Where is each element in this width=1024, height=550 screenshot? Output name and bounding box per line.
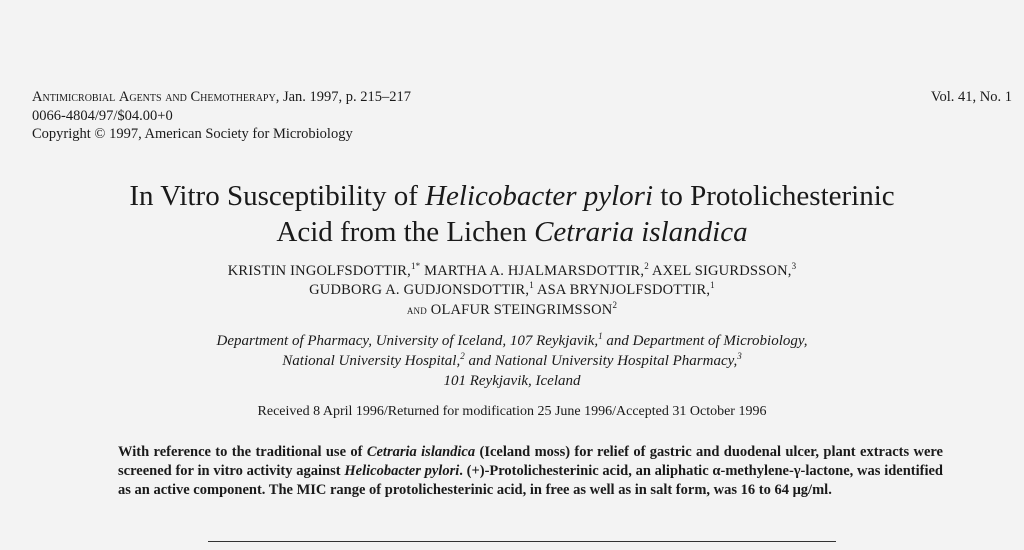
title-text-2a: Acid from the Lichen: [276, 216, 535, 248]
affiliation-text: and National University Hospital Pharmacy,: [464, 353, 738, 369]
author-line-3: [0, 300, 1024, 320]
author-name: GUDBORG A. GUDJONSDOTTIR,: [309, 282, 530, 298]
author-name: ASA BRYNJOLFSDOTTIR,: [533, 282, 711, 298]
affiliation-line-2: [0, 351, 1024, 371]
abstract-text: With reference to the traditional use of: [118, 444, 367, 460]
title-text-1a: In Vitro Susceptibility of: [129, 180, 426, 212]
abstract-species-name: Cetraria islandica: [366, 444, 476, 460]
author-affiliation-mark: 1*: [410, 261, 421, 272]
section-divider: [208, 541, 836, 542]
abstract: [118, 443, 943, 500]
journal-header: [32, 88, 411, 144]
title-line-1: [0, 178, 1024, 214]
journal-name-part1: Antimicrobial: [32, 89, 116, 105]
affiliation-mark: 3: [737, 351, 742, 361]
journal-name-part2: Agents and: [118, 89, 187, 105]
author-affiliation-mark: 1: [710, 280, 715, 291]
citation-details: , Jan. 1997, p. 215–217: [275, 89, 412, 105]
copyright-line: Copyright © 1997, American Society for Microbiology: [32, 126, 353, 142]
title-line-2: [0, 214, 1024, 250]
abstract-species-name: Helicobacter pylori: [344, 463, 460, 479]
author-conjunction: and: [406, 302, 427, 317]
title-text-1b: to Protolichesterinic: [653, 180, 895, 212]
affiliation-text: National University Hospital,: [282, 353, 461, 369]
author-line-2: [0, 281, 1024, 300]
affiliation-mark: 2: [460, 351, 465, 361]
author-affiliation-mark: 3: [791, 261, 797, 272]
author-list: [0, 262, 1024, 320]
journal-citation-line: [32, 88, 411, 107]
affiliation-line-3: 101 Reykjavik, Iceland: [443, 373, 581, 389]
article-title: [0, 178, 1024, 250]
affiliation-text: Department of Pharmacy, University of Iceland, 107 Reykjavik,: [216, 333, 599, 349]
abstract-text: (Iceland moss) for relief of gastric and duodenal ulcer, plant extracts were screened for in vitro activity against: [118, 444, 943, 479]
author-affiliation-mark: 2: [644, 261, 649, 272]
abstract-text: . (+)-Protolichesterinic acid, an aliphatic α-methylene-γ-lactone, was identified as an active component. The MIC range of protolichesterinic acid, in free as well as in salt form, was 16 to 64 μg/ml.: [118, 463, 943, 498]
author-name: KRISTIN INGOLFSDOTTIR,: [227, 263, 411, 279]
author-name: OLAFUR STEINGRIMSSON: [426, 302, 613, 318]
volume-info: Vol. 41, No. 1: [930, 89, 1012, 105]
author-affiliation-mark: 1: [529, 280, 534, 291]
author-name: AXEL SIGURDSSON,: [648, 263, 792, 279]
affiliations: [0, 331, 1024, 391]
submission-history: Received 8 April 1996/Returned for modification 25 June 1996/Accepted 31 October 1996: [257, 404, 767, 419]
title-organism-1: Helicobacter pylori: [425, 180, 654, 212]
journal-name-part3: Chemotherapy: [190, 89, 276, 105]
affiliation-line-1: [0, 331, 1024, 351]
affiliation-mark: 1: [598, 331, 603, 341]
issn-line: 0066-4804/97/$04.00+0: [32, 107, 173, 124]
author-line-1: [0, 262, 1024, 281]
author-affiliation-mark: 2: [612, 300, 618, 311]
affiliation-text: and Department of Microbiology,: [602, 333, 808, 349]
title-organism-2: Cetraria islandica: [534, 216, 748, 248]
author-name: MARTHA A. HJALMARSDOTTIR,: [420, 263, 645, 279]
